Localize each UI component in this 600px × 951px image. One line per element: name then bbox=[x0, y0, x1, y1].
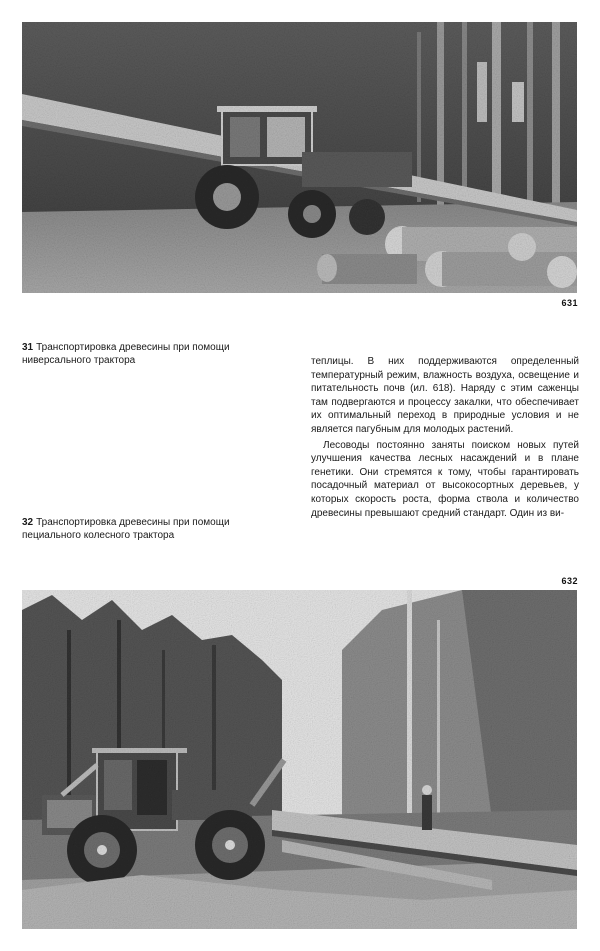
figure-caption-32 bbox=[22, 516, 292, 542]
body-paragraph-2: Лесоводы постоянно заняты поиском новых путей улучшения качества лесных насаждений и в плане генетики. Они стремятся к тому, чтобы гарантировать посадочный материал от высокосортных деревьев, у которых скорость роста, форма ствола и количество древесины превышают средний стандарт. Один из ви- bbox=[311, 439, 579, 519]
plate-number-632: 632 bbox=[561, 576, 578, 586]
caption-text-line2: пециального колесного трактора bbox=[22, 530, 175, 541]
caption-text: Транспортировка древесины при помощи bbox=[36, 342, 230, 353]
tractor-photo-image bbox=[22, 22, 577, 293]
skidder-photo-image bbox=[22, 590, 577, 929]
caption-number: 31 bbox=[22, 342, 34, 353]
photo-skidder-in-forest bbox=[22, 590, 577, 929]
photo-tractor-hauling-log bbox=[22, 22, 577, 293]
body-paragraph-1: теплицы. В них поддерживаются определенный температурный режим, влажность воздуха, освещение и питательность почв (ил. 618). Наряду с этим саженцы там подвергаются и процессу закалки, что обеспечивает их оптимальный переход в природные условия и не является пагубным для молодых растений. bbox=[311, 356, 579, 435]
plate-number-631: 631 bbox=[561, 298, 578, 308]
figure-caption-31 bbox=[22, 341, 292, 367]
caption-number: 32 bbox=[22, 517, 34, 528]
body-text-column bbox=[311, 355, 579, 520]
caption-text-line2: ниверсального трактора bbox=[22, 355, 136, 366]
caption-text: Транспортировка древесины при помощи bbox=[36, 517, 230, 528]
